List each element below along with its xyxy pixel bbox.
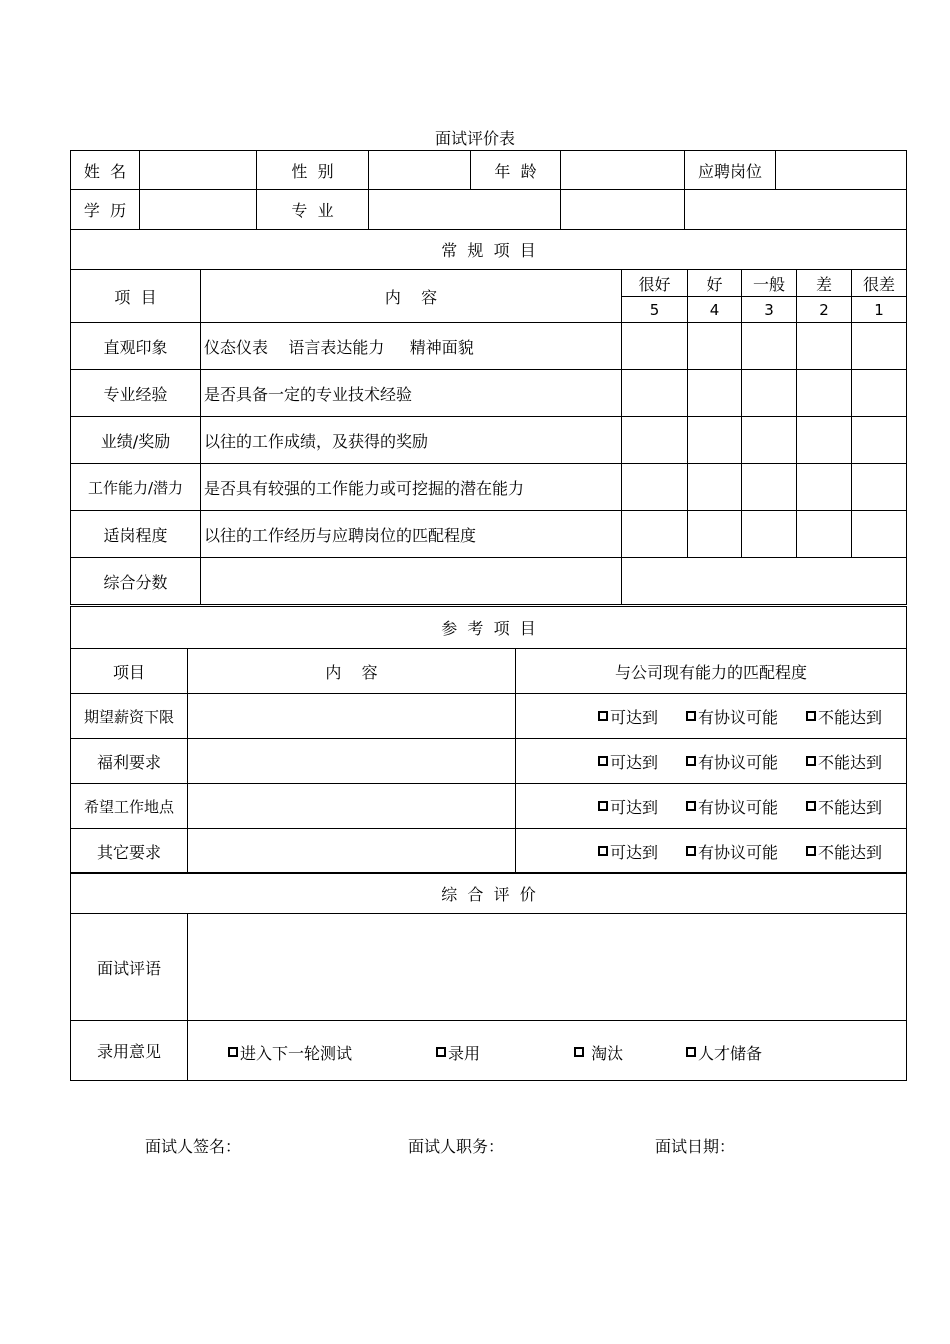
reference-section-title: 参 考 项 目 (71, 607, 907, 649)
table-row (71, 511, 907, 558)
option-label: 可达到 (609, 707, 658, 727)
total-score-label: 综合分数 (71, 558, 201, 605)
score-cell[interactable] (622, 511, 688, 558)
name-field[interactable] (140, 151, 257, 190)
age-label: 年 龄 (471, 151, 561, 190)
score-cell[interactable] (688, 323, 742, 370)
row-content: 是否具有较强的工作能力或可挖掘的潜在能力 (201, 464, 622, 511)
score-cell[interactable] (852, 464, 907, 511)
checkbox-icon (686, 756, 696, 766)
grade-label: 很差 (852, 270, 907, 297)
item-header: 项 目 (71, 270, 201, 323)
score-cell[interactable] (688, 511, 742, 558)
row-item: 适岗程度 (71, 511, 201, 558)
checkbox-icon (598, 756, 608, 766)
option-negotiable[interactable] (686, 750, 778, 773)
option-achievable[interactable] (598, 705, 658, 728)
match-options (516, 784, 907, 829)
row-content: 仪态仪表 语言表达能力 精神面貌 (201, 323, 622, 370)
reference-content-header: 内 容 (188, 649, 516, 694)
reference-row-item: 其它要求 (71, 829, 188, 874)
score-cell[interactable] (742, 417, 797, 464)
match-degree-header: 与公司现有能力的匹配程度 (516, 649, 907, 694)
option-label: 人才储备 (698, 1043, 763, 1063)
grade-label: 差 (797, 270, 852, 297)
score-cell[interactable] (797, 323, 852, 370)
match-options (516, 739, 907, 784)
score-cell[interactable] (622, 323, 688, 370)
option-not-achievable[interactable] (806, 705, 882, 728)
score-cell[interactable] (852, 323, 907, 370)
option-achievable[interactable] (598, 795, 658, 818)
checkbox-icon (598, 801, 608, 811)
row-item: 直观印象 (71, 323, 201, 370)
table-row (71, 417, 907, 464)
checkbox-icon (574, 1047, 584, 1057)
grade-score: 5 (622, 297, 688, 323)
regular-section-title: 常 规 项 目 (71, 230, 907, 270)
checkbox-icon (436, 1047, 446, 1057)
option-label: 不能达到 (817, 752, 882, 772)
checkbox-icon (806, 711, 816, 721)
score-cell[interactable] (797, 417, 852, 464)
score-cell[interactable] (622, 370, 688, 417)
score-cell[interactable] (688, 464, 742, 511)
match-options (516, 694, 907, 739)
reference-row-content[interactable] (188, 829, 516, 874)
extra-field-2[interactable] (685, 190, 907, 230)
option-label: 淘汰 (586, 1043, 624, 1063)
table-row (71, 323, 907, 370)
option-label: 有协议可能 (697, 752, 778, 772)
option-not-achievable[interactable] (806, 795, 882, 818)
score-cell[interactable] (622, 417, 688, 464)
option-not-achievable[interactable] (806, 840, 882, 863)
option-not-achievable[interactable] (806, 750, 882, 773)
option-label: 有协议可能 (697, 707, 778, 727)
option-label: 可达到 (609, 842, 658, 862)
major-field[interactable] (369, 190, 561, 230)
grade-score: 3 (742, 297, 797, 323)
option-achievable[interactable] (598, 840, 658, 863)
checkbox-icon (806, 801, 816, 811)
table-row (71, 694, 907, 739)
checkbox-icon (686, 711, 696, 721)
reference-row-content[interactable] (188, 784, 516, 829)
option-label: 可达到 (609, 797, 658, 817)
row-item: 专业经验 (71, 370, 201, 417)
major-label: 专 业 (257, 190, 369, 230)
position-field[interactable] (776, 151, 907, 190)
table-row (71, 829, 907, 874)
reference-row-content[interactable] (188, 694, 516, 739)
overall-evaluation-table (70, 872, 907, 1081)
option-label: 进入下一轮测试 (240, 1043, 353, 1063)
reference-items-table (70, 606, 907, 874)
table-row (71, 739, 907, 784)
score-cell[interactable] (852, 370, 907, 417)
grade-score: 4 (688, 297, 742, 323)
reference-row-item: 希望工作地点 (71, 784, 188, 829)
score-cell[interactable] (797, 464, 852, 511)
row-content: 是否具备一定的专业技术经验 (201, 370, 622, 417)
option-label: 不能达到 (817, 707, 882, 727)
match-options (516, 829, 907, 874)
gender-field[interactable] (369, 151, 471, 190)
checkbox-icon (806, 756, 816, 766)
comment-label: 面试评语 (71, 914, 188, 1021)
education-field[interactable] (140, 190, 257, 230)
regular-items-table (70, 229, 907, 605)
content-header: 内 容 (201, 270, 622, 323)
score-cell[interactable] (797, 370, 852, 417)
position-label: 应聘岗位 (685, 151, 776, 190)
checkbox-icon (686, 801, 696, 811)
row-content: 以往的工作经历与应聘岗位的匹配程度 (201, 511, 622, 558)
education-label: 学 历 (71, 190, 140, 230)
grade-score: 1 (852, 297, 907, 323)
option-next-round[interactable] (228, 1041, 352, 1064)
interview-date-label: 面试日期： (655, 1137, 736, 1156)
reference-item-header: 项目 (71, 649, 188, 694)
row-item: 工作能力/潜力 (71, 464, 201, 511)
option-label: 有协议可能 (697, 797, 778, 817)
option-label: 录用 (448, 1043, 481, 1063)
reference-row-item: 福利要求 (71, 739, 188, 784)
score-cell[interactable] (797, 511, 852, 558)
checkbox-icon (686, 1047, 696, 1057)
option-negotiable[interactable] (686, 705, 778, 728)
option-label: 可达到 (609, 752, 658, 772)
grade-label: 好 (688, 270, 742, 297)
score-cell[interactable] (742, 511, 797, 558)
reference-row-item: 期望薪资下限 (71, 694, 188, 739)
row-item: 业绩/奖励 (71, 417, 201, 464)
comment-field[interactable] (188, 914, 907, 1021)
option-negotiable[interactable] (686, 795, 778, 818)
table-row (71, 784, 907, 829)
option-negotiable[interactable] (686, 840, 778, 863)
name-label: 姓 名 (71, 151, 140, 190)
decision-label: 录用意见 (71, 1021, 188, 1081)
score-cell[interactable] (742, 323, 797, 370)
row-content: 以往的工作成绩，及获得的奖励 (201, 417, 622, 464)
option-achievable[interactable] (598, 750, 658, 773)
gender-label: 性 别 (257, 151, 369, 190)
grade-score: 2 (797, 297, 852, 323)
option-label: 不能达到 (817, 842, 882, 862)
form-title: 面试评价表 (434, 129, 515, 148)
checkbox-icon (598, 711, 608, 721)
reference-row-content[interactable] (188, 739, 516, 784)
score-cell[interactable] (688, 417, 742, 464)
checkbox-icon (598, 846, 608, 856)
option-reject[interactable] (574, 1041, 623, 1064)
basic-info-table (70, 150, 907, 230)
checkbox-icon (228, 1047, 238, 1057)
overall-section-title: 综 合 评 价 (71, 873, 907, 914)
score-cell[interactable] (852, 417, 907, 464)
option-label: 有协议可能 (697, 842, 778, 862)
age-field[interactable] (561, 151, 685, 190)
score-cell[interactable] (688, 370, 742, 417)
interviewer-title-label: 面试人职务： (408, 1137, 505, 1156)
table-row (71, 464, 907, 511)
checkbox-icon (686, 846, 696, 856)
score-cell[interactable] (742, 370, 797, 417)
grade-label: 一般 (742, 270, 797, 297)
table-row (71, 370, 907, 417)
decision-options (188, 1021, 907, 1081)
option-talent-pool[interactable] (686, 1041, 762, 1064)
grade-label: 很好 (622, 270, 688, 297)
score-cell[interactable] (622, 464, 688, 511)
score-cell[interactable] (852, 511, 907, 558)
option-hire[interactable] (436, 1041, 480, 1064)
option-label: 不能达到 (817, 797, 882, 817)
interviewer-signature-label: 面试人签名： (145, 1137, 242, 1156)
extra-field-1[interactable] (561, 190, 685, 230)
checkbox-icon (806, 846, 816, 856)
total-score-value[interactable] (622, 558, 907, 605)
total-score-field[interactable] (201, 558, 622, 605)
score-cell[interactable] (742, 464, 797, 511)
